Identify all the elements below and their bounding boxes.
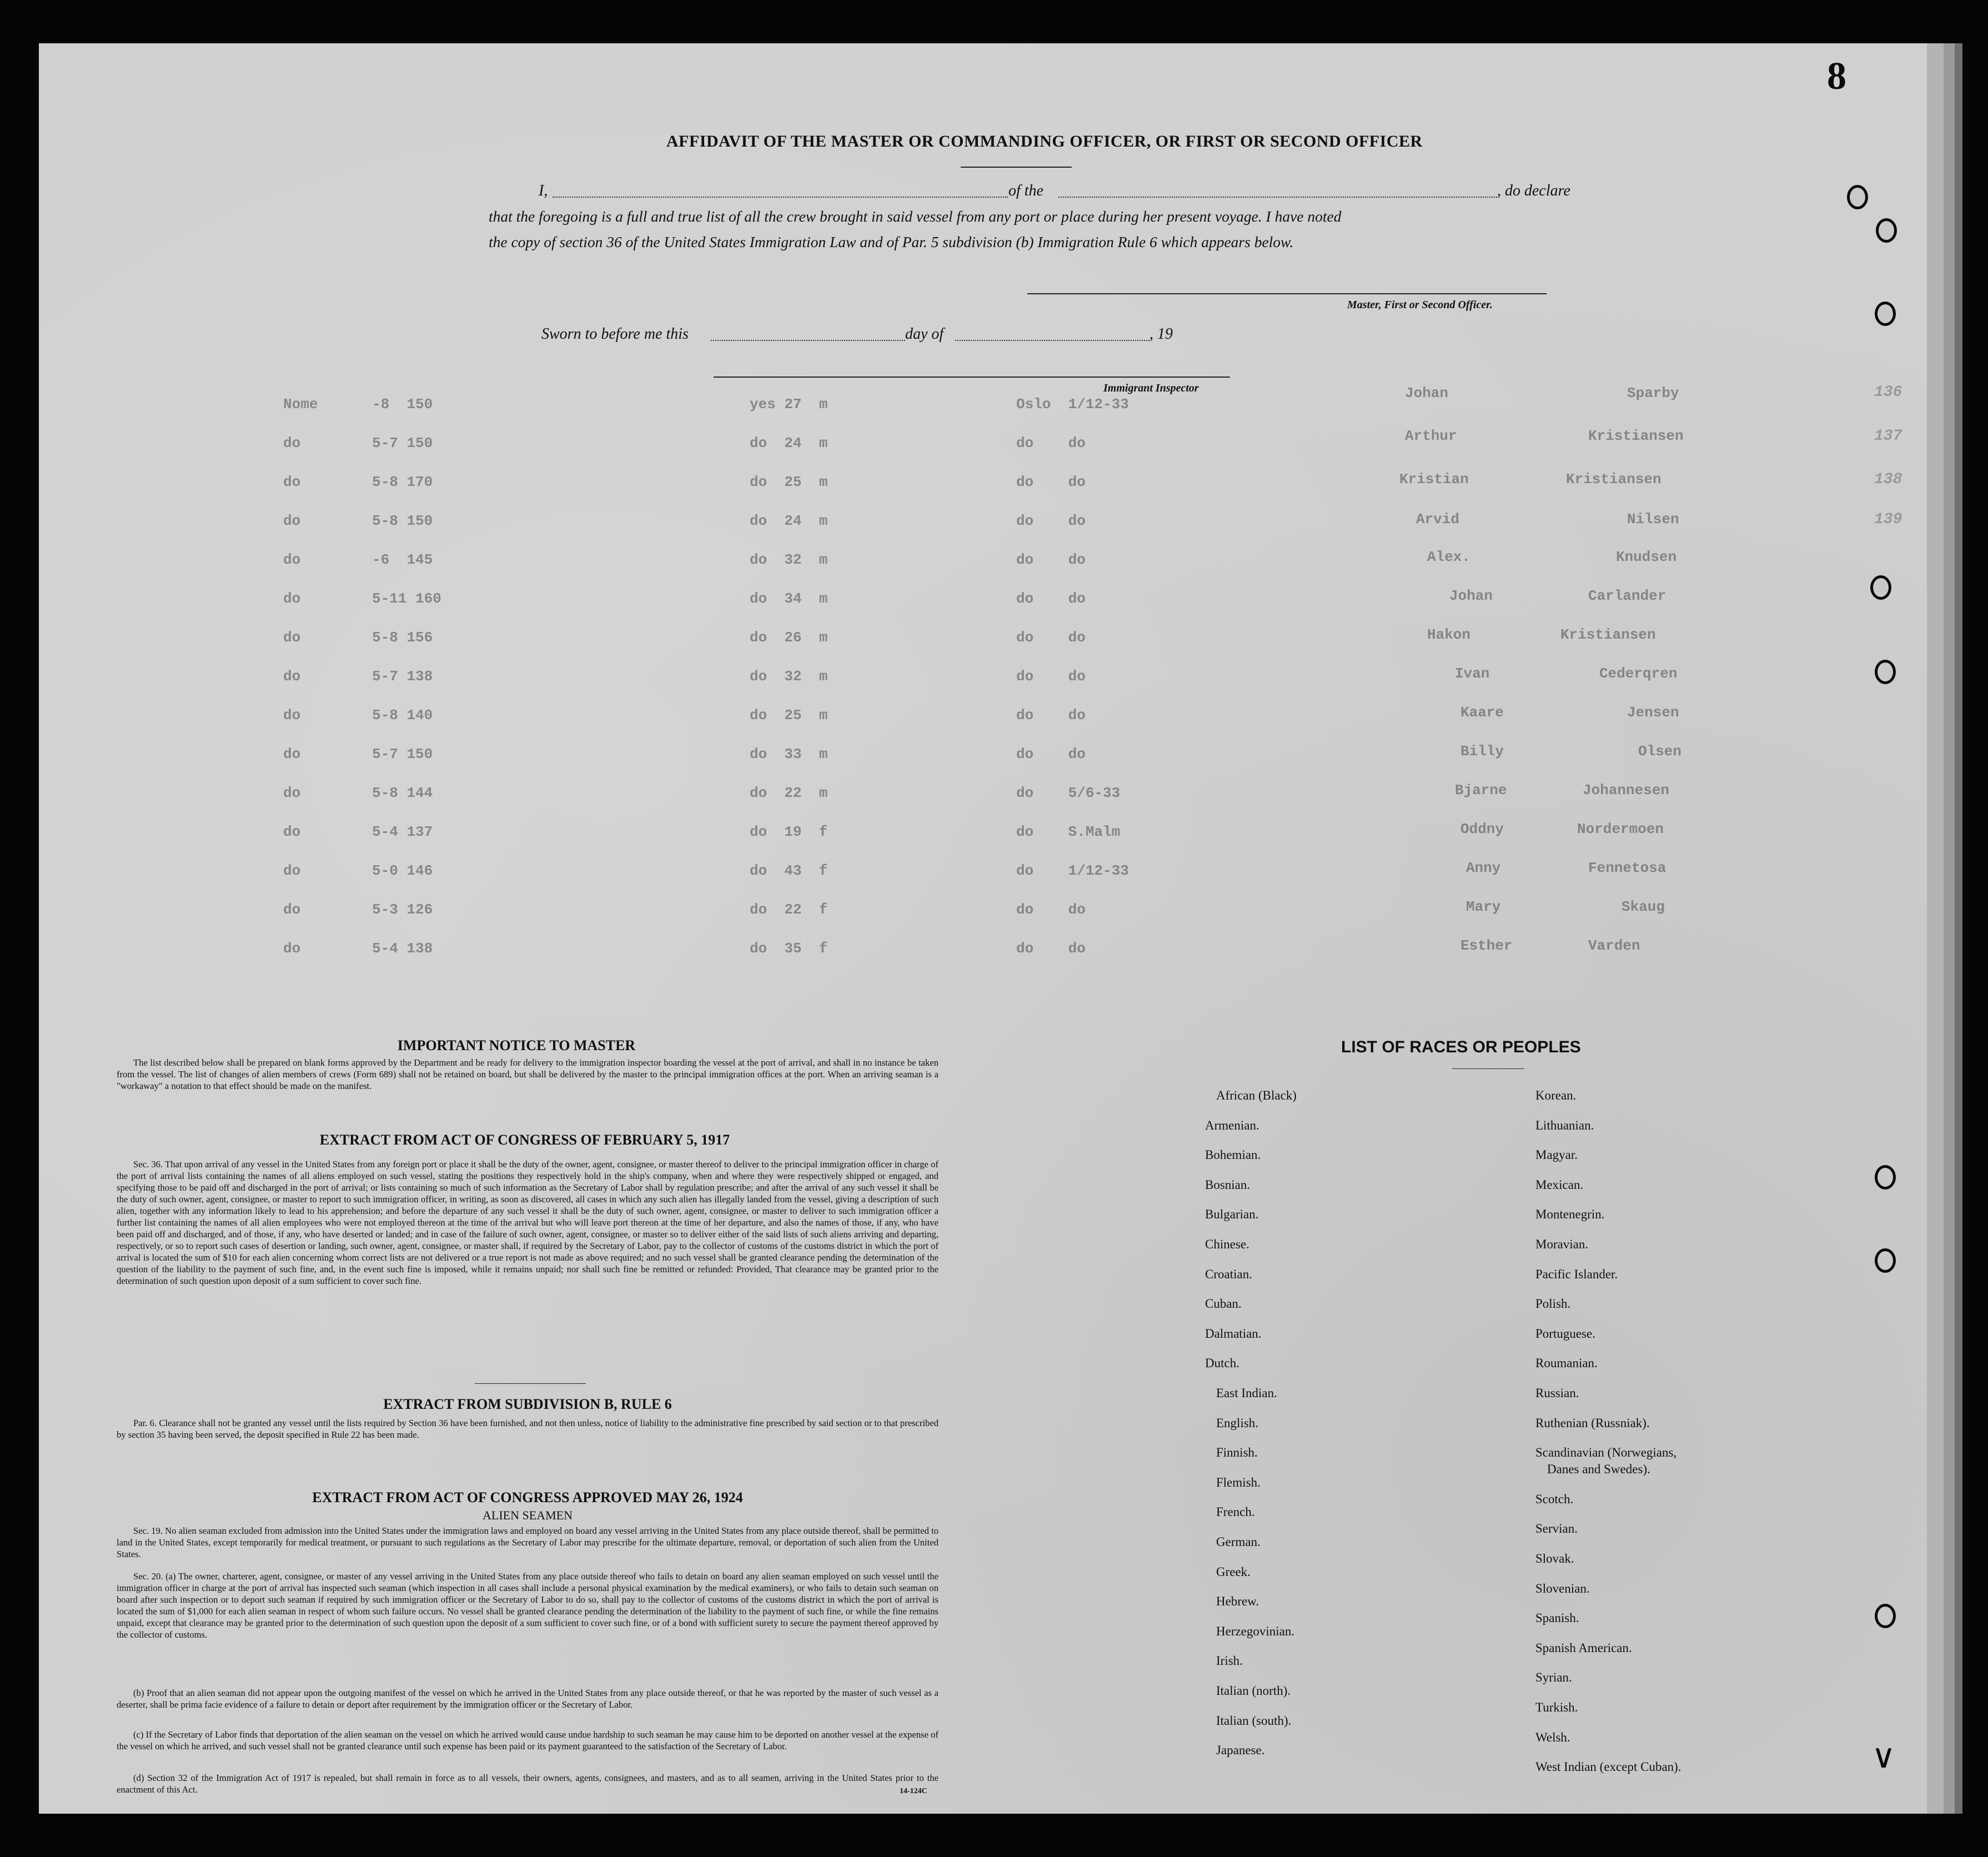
binder-hole <box>1875 1604 1896 1628</box>
race-item: French. <box>1216 1505 1255 1519</box>
binder-hole <box>1875 660 1896 684</box>
binder-hole <box>1875 1165 1896 1190</box>
extract-1924-sec19: Sec. 19. No alien seaman excluded from admission into the United States under the immigration laws and employed on board any vessel arriving in the United States from any place outside thereof, shall be permitted to land in the United States, except temporarily for medical treatment, or pursuant to such regulations as the Secretary of Labor may prescribe for the ultimate departure, removal, or deportation of such alien from the United States. <box>117 1525 938 1559</box>
extract-1924-sec20d: (d) Section 32 of the Immigration Act of 1917 is repealed, but shall remain in force as to all vessels, their owners, agents, consignees, and masters, and as to all seamen, arriving in the United States prior to the enactment of this Act. <box>117 1773 938 1795</box>
race-item: Hebrew. <box>1216 1594 1259 1609</box>
race-item: Irish. <box>1216 1654 1243 1668</box>
ghost-given-name: Anny <box>1466 860 1501 876</box>
notice-title: IMPORTANT NOTICE TO MASTER <box>397 1037 636 1053</box>
title-divider <box>961 167 1072 168</box>
ghost-column-text: Nome do do do do do do do do do do do do do do <box>283 396 318 957</box>
affidavit-i-label: I, <box>539 182 548 199</box>
affidavit-of-the-label: of the <box>1008 182 1043 199</box>
race-item: Ruthenian (Russniak). <box>1535 1416 1650 1430</box>
race-item: Armenian. <box>1205 1118 1259 1132</box>
ghost-row-number: 136 <box>1874 384 1902 401</box>
binder-hole <box>1876 218 1897 243</box>
binder-hole <box>1875 1248 1896 1273</box>
ghost-surname: Kristiansen <box>1566 471 1661 488</box>
race-item: Syrian. <box>1535 1670 1572 1685</box>
ghost-given-name: Arthur <box>1405 428 1457 444</box>
signature-label: Master, First or Second Officer. <box>1347 299 1493 311</box>
extract-rule6-body: Par. 6. Clearance shall not be granted any vessel until the lists required by Section 36 have been furnished, and not then unless, notice of liability to the administrative fine prescribed by said section or to that prescribed by section 35 having been served, the deposit specified in Rule 22 has been made. <box>117 1418 938 1440</box>
race-item: Roumanian. <box>1535 1356 1598 1371</box>
race-item: Flemish. <box>1216 1475 1261 1489</box>
section-divider <box>475 1383 586 1384</box>
race-item: Polish. <box>1535 1297 1571 1311</box>
races-divider <box>1452 1068 1524 1069</box>
inspector-label: Immigrant Inspector <box>1103 382 1199 394</box>
binder-hole <box>1870 575 1891 600</box>
sworn-day-of-label: day of <box>905 325 944 343</box>
race-item: Japanese. <box>1216 1743 1265 1758</box>
ghost-surname: Cederqren <box>1599 665 1678 682</box>
affidavit-line-2: that the foregoing is a full and true list of all the crew brought in said vessel from any port or place during her present voyage. I have noted <box>489 208 1342 225</box>
ghost-surname: Nilsen <box>1627 511 1679 528</box>
race-item: Cuban. <box>1205 1297 1242 1311</box>
signature-line[interactable] <box>1027 293 1547 294</box>
sworn-month-field[interactable] <box>955 340 1149 341</box>
inspector-signature-line[interactable] <box>714 377 1230 378</box>
ghost-surname: Kristiansen <box>1588 428 1684 444</box>
extract-1924-sec20a: Sec. 20. (a) The owner, charterer, agent, consignee, or master of any vessel arriving in the United States from any place outside thereof who fails to detain on board any alien seaman employed on such vessel until the immigration officer in charge at the port of arrival has inspected such seaman (which inspection in all cases shall include a personal physical examination by the medical examiners), or who fails to detain such seaman on board after such inspection or to deport such seaman if required by such immigration officer or the Secretary of Labor to do so, shall pay to the collector of customs of the customs district in which the port of arrival is located the sum of $1,000 for each alien seaman in respect of whom such failure occurs. No vessel shall be granted clearance pending the determination of the liability to the payment of such fine, or while the fine remains unpaid, except that clearance may be granted prior to the determination of such question upon the deposit of a sum sufficient to cover such fine, or of a bond with sufficient surety to secure the payment thereof approved by the collector of customs. <box>117 1571 938 1640</box>
races-title: LIST OF RACES OR PEOPLES <box>1341 1038 1581 1056</box>
affidavit-title: AFFIDAVIT OF THE MASTER OR COMMANDING OFFICER, OR FIRST OR SECOND OFFICER <box>666 132 1423 150</box>
race-item: Korean. <box>1535 1088 1577 1102</box>
ghost-surname: Knudsen <box>1616 549 1677 565</box>
ghost-given-name: Johan <box>1449 588 1493 604</box>
ghost-surname: Kristiansen <box>1560 626 1656 643</box>
race-item: Magyar. <box>1535 1148 1578 1162</box>
affidavit-line-3: the copy of section 36 of the United States Immigration Law and of Par. 5 subdivision (b) Immigration Rule 6 which appears below. <box>489 233 1294 250</box>
race-item: Pacific Islander. <box>1535 1267 1618 1281</box>
ghost-given-name: Hakon <box>1427 626 1471 643</box>
binder-hole <box>1875 302 1896 326</box>
ghost-surname: Johannesen <box>1583 782 1670 799</box>
paper-edge <box>1955 43 1962 1814</box>
ghost-column-text: -8 150 5-7 150 5-8 170 5-8 150 -6 145 5-11 160 5-8 156 5-7 138 5-8 140 5-7 150 5-8 144 5-4 137 5-0 146 5-3 126 5-4 138 <box>372 396 441 957</box>
ghost-given-name: Kaare <box>1460 704 1504 721</box>
extract-1924-sec20b: (b) Proof that an alien seaman did not appear upon the outgoing manifest of the vessel on which he arrived in the United States from any place outside thereof, or that he was reported by the master of such vessel as a deserter, shall be prima facie evidence of a failure to detain or deport after requirement by the immigration officer or the Secretary of Labor. <box>117 1688 938 1710</box>
sworn-label: Sworn to before me this <box>541 325 689 343</box>
race-item: Mexican. <box>1535 1177 1584 1192</box>
notice-body: The list described below shall be prepared on blank forms approved by the Department and be ready for delivery to the immigration inspector boarding the vessel at the port of arrival, and shall in no instance be taken from the vessel. The list of changes of alien members of crews (Form 689) shall not be retained on board, but shall be delivered by the master to the principal immigration offices at the port. When an arriving seaman is a "workaway" a notation to that effect should be made on the manifest. <box>117 1057 938 1091</box>
race-item: Danes and Swedes). <box>1547 1462 1650 1477</box>
extract-1924-sec20c: (c) If the Secretary of Labor finds that deportation of the alien seaman on the vessel on which he arrived would cause undue hardship to such seaman he may cause him to be deported on another vessel at the expense of the vessel on which he arrived, and such vessel shall not be granted clearance until such expense has been paid or its payment guaranteed to the satisfaction of the Secretary of Labor. <box>117 1729 938 1751</box>
race-item: Croatian. <box>1205 1267 1252 1281</box>
race-item: Portuguese. <box>1535 1326 1595 1341</box>
vessel-name-field[interactable] <box>1058 197 1497 198</box>
race-item: Scandinavian (Norwegians, <box>1535 1446 1677 1460</box>
race-item: English. <box>1216 1416 1259 1430</box>
race-item: Turkish. <box>1535 1700 1578 1714</box>
race-item: Lithuanian. <box>1535 1118 1594 1132</box>
race-item: Moravian. <box>1535 1237 1589 1251</box>
race-item: Bohemian. <box>1205 1148 1261 1162</box>
ghost-given-name: Oddny <box>1460 821 1504 837</box>
race-item: Dutch. <box>1205 1356 1239 1371</box>
extract-1917-body: Sec. 36. That upon arrival of any vessel in the United States from any foreign port or place it shall be the duty of the owner, agent, consignee, or master thereof to deliver to the principal immigration officer in charge of the port of arrival lists containing the names of all aliens employed on such vessel, stating the positions they respectively hold in the ship's company, when and where they were respectively shipped or engaged, and specifying those to be paid off and discharged in the port of arrival; or lists containing so much of such information as the Secretary of Labor shall by regulation prescribe; and after the arrival of any such vessel it shall be the duty of such owner, agent, consignee, or master to report to such immigration officer, in writing, as soon as discovered, all cases in which any such alien has illegally landed from the vessel, giving a description of such alien, together with any information likely to lead to his apprehension; and before the departure of any such vessel it shall be the duty of such owner, agent, consignee, or master to deliver to such immigration officer a further list containing the names of all alien employees who were not employed thereon at the time of the arrival but who will leave port thereon at the time of her departure, and also the names of those, if any, who have been paid off and discharged, and of those, if any, who have deserted or landed; and in case of the failure of such owner, agent, consignee, or master so to deliver either of the said lists of such aliens arriving and departing, respectively, or so to report such cases of desertion or landing, such owner, agent, consignee, or master shall, if required by the Secretary of Labor, pay to the collector of customs of the customs district in which the port of arrival is located the sum of $10 for each alien concerning whom correct lists are not delivered or a true report is not made as above required; and no such vessel shall be granted clearance pending the determination of the question of the liability to the payment of such fine, and, in the event such fine is imposed, while it remains unpaid; nor shall such fine be remitted or refunded: Provided, That clearance may be granted prior to the determination of such question upon deposit of a sum sufficient to cover such fine. <box>117 1159 938 1286</box>
extract-rule6-title: EXTRACT FROM SUBDIVISION B, RULE 6 <box>383 1396 672 1412</box>
race-item: Dalmatian. <box>1205 1326 1262 1341</box>
race-item: Spanish. <box>1535 1611 1579 1625</box>
race-item: Spanish American. <box>1535 1640 1632 1655</box>
ghost-surname: Varden <box>1588 937 1640 954</box>
ghost-given-name: Kristian <box>1399 471 1469 488</box>
ghost-surname: Carlander <box>1588 588 1666 604</box>
ghost-row-number: 138 <box>1874 471 1902 488</box>
extract-1924-title: EXTRACT FROM ACT OF CONGRESS APPROVED MAY 26, 1924 <box>312 1489 743 1505</box>
race-item: African (Black) <box>1216 1088 1297 1102</box>
race-item: Italian (north). <box>1216 1684 1291 1698</box>
page-number-mark: 8 <box>1827 55 1846 98</box>
race-item: West Indian (except Cuban). <box>1535 1760 1681 1774</box>
sworn-year-label: , 19 <box>1149 325 1173 343</box>
race-item: Herzegovinian. <box>1216 1624 1295 1638</box>
race-item: Finnish. <box>1216 1446 1258 1460</box>
ghost-surname: Skaug <box>1621 899 1665 915</box>
ghost-given-name: Arvid <box>1416 511 1460 528</box>
race-item: Welsh. <box>1535 1730 1570 1744</box>
extract-1924-subtitle: ALIEN SEAMEN <box>483 1508 573 1522</box>
ghost-given-name: Bjarne <box>1455 782 1507 799</box>
ghost-row-number: 137 <box>1874 428 1902 445</box>
ghost-surname: Fennetosa <box>1588 860 1666 876</box>
form-number: 14-124C <box>900 1787 927 1795</box>
ghost-surname: Jensen <box>1627 704 1679 721</box>
master-name-field[interactable] <box>553 197 1008 198</box>
affidavit-declare-label: , do declare <box>1497 182 1570 199</box>
race-item: Bosnian. <box>1205 1177 1251 1192</box>
paper-edge <box>1927 43 1944 1814</box>
document-page <box>39 43 1927 1814</box>
corner-ink-mark: ∨ <box>1871 1738 1896 1775</box>
race-item: East Indian. <box>1216 1386 1277 1400</box>
ghost-given-name: Ivan <box>1455 665 1490 682</box>
ghost-column-text: Oslo 1/12-33 do do do do do do do do do do do do do do do do do do do 5/6-33 do S.Malm do 1/12-33 do do do do <box>1016 396 1129 957</box>
ghost-given-name: Esther <box>1460 937 1513 954</box>
ghost-given-name: Mary <box>1466 899 1501 915</box>
paper-edge <box>1944 43 1955 1814</box>
race-item: Scotch. <box>1535 1492 1574 1506</box>
ghost-column-text: yes 27 m do 24 m do 25 m do 24 m do 32 m do 34 m do 26 m do 32 m do 25 m do 33 m do 22 m do 19 f do 43 f do 22 f do 35 f <box>750 396 828 957</box>
sworn-date-field[interactable] <box>711 340 905 341</box>
ghost-given-name: Billy <box>1460 743 1504 760</box>
extract-1917-title: EXTRACT FROM ACT OF CONGRESS OF FEBRUARY 5, 1917 <box>319 1132 730 1148</box>
race-item: Chinese. <box>1205 1237 1249 1251</box>
race-item: Russian. <box>1535 1386 1579 1400</box>
ghost-row-number: 139 <box>1874 511 1902 528</box>
ghost-given-name: Alex. <box>1427 549 1471 565</box>
ghost-surname: Nordermoen <box>1577 821 1664 837</box>
race-item: German. <box>1216 1535 1261 1549</box>
race-item: Servian. <box>1535 1522 1578 1536</box>
binder-hole <box>1847 185 1868 209</box>
ghost-surname: Sparby <box>1627 385 1679 401</box>
race-item: Slovenian. <box>1535 1581 1590 1595</box>
race-item: Montenegrin. <box>1535 1207 1605 1222</box>
race-item: Italian (south). <box>1216 1713 1292 1728</box>
race-item: Bulgarian. <box>1205 1207 1259 1222</box>
race-item: Slovak. <box>1535 1552 1574 1565</box>
ghost-given-name: Johan <box>1405 385 1449 401</box>
ghost-surname: Olsen <box>1638 743 1682 760</box>
race-item: Greek. <box>1216 1564 1251 1579</box>
